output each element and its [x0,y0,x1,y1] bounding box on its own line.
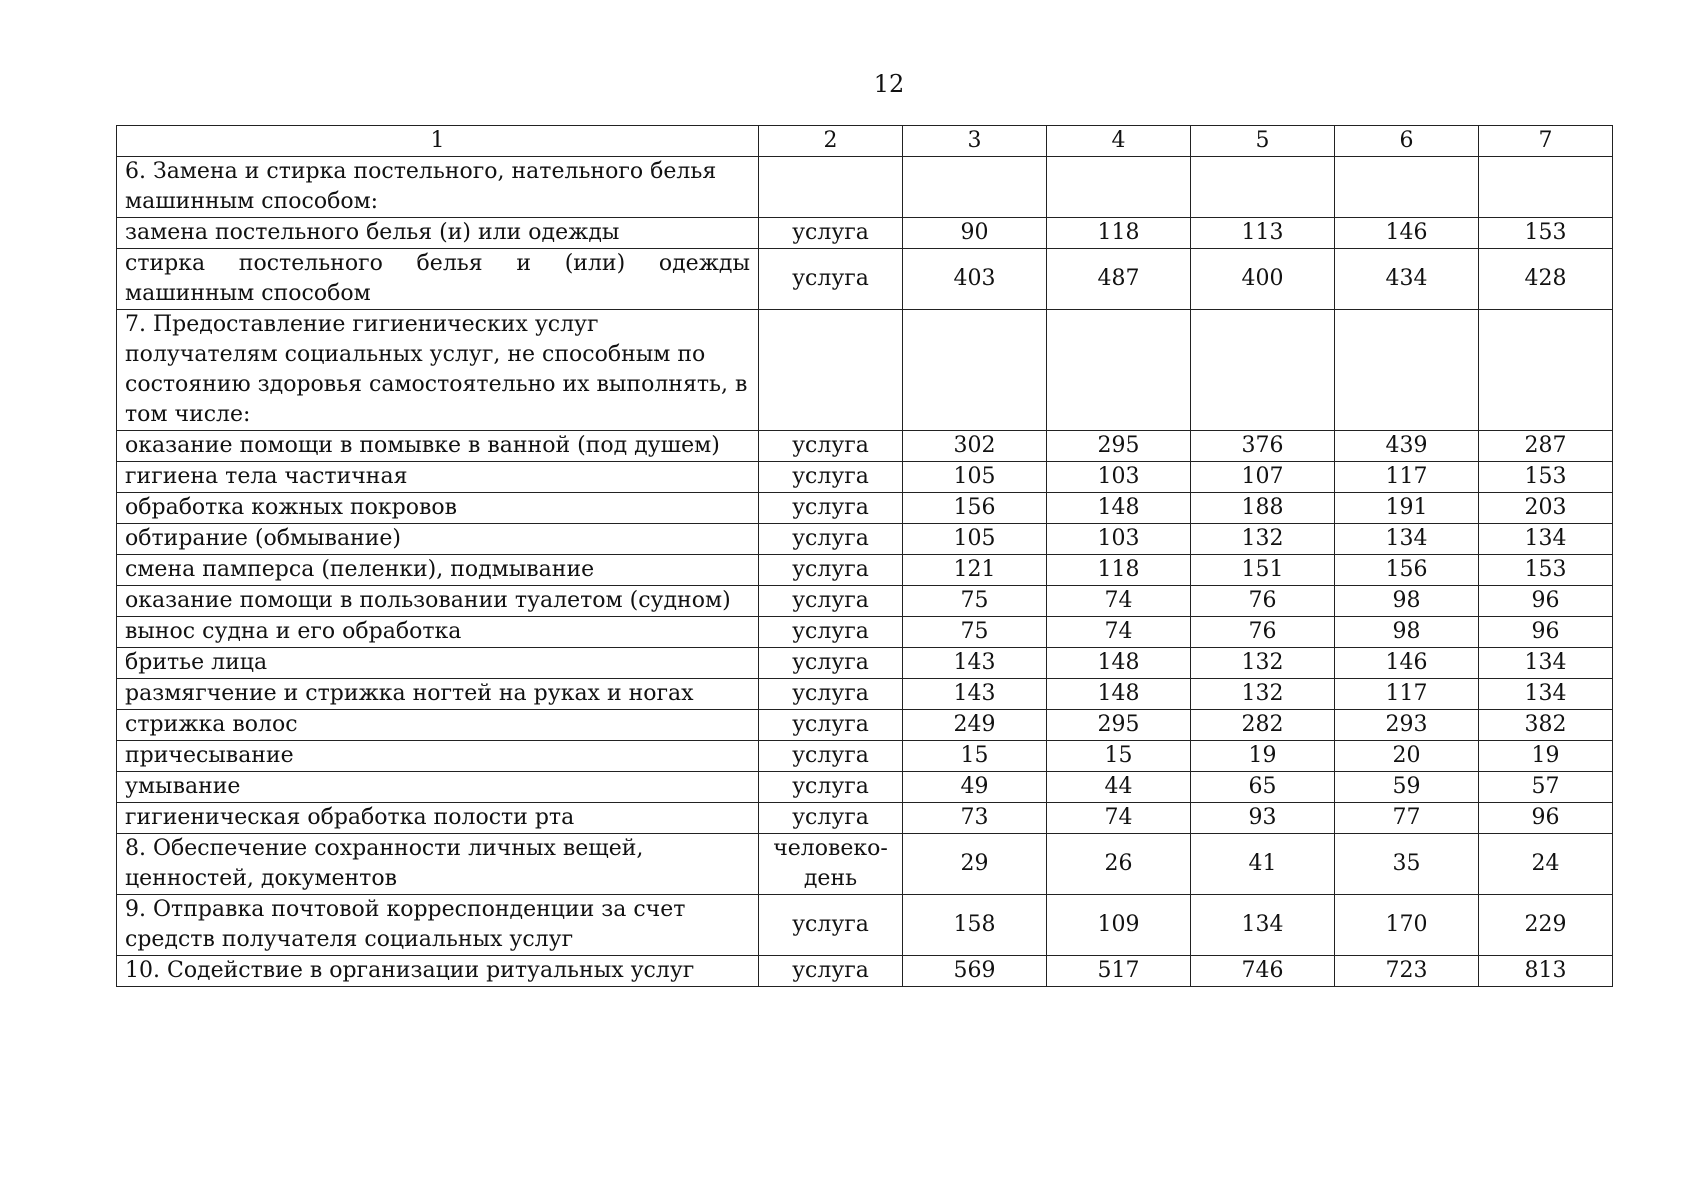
value-cell-col-3: 156 [903,493,1047,524]
value-cell-col-6: 20 [1335,741,1479,772]
service-name-cell: размягчение и стрижка ногтей на руках и ногах [117,679,759,710]
value-cell-col-6: 293 [1335,710,1479,741]
value-cell-col-3: 158 [903,895,1047,956]
value-cell-col-7: 19 [1479,741,1613,772]
service-name-cell: оказание помощи в пользовании туалетом (судном) [117,586,759,617]
value-cell-col-3: 29 [903,834,1047,895]
value-cell-col-7 [1479,310,1613,431]
table-row [117,803,1613,834]
value-cell-col-4: 15 [1047,741,1191,772]
value-cell-col-4 [1047,157,1191,218]
value-cell-col-5: 76 [1191,586,1335,617]
value-cell-col-7: 813 [1479,956,1613,987]
column-number-4: 4 [1047,126,1191,157]
value-cell-col-5: 188 [1191,493,1335,524]
value-cell-col-7: 57 [1479,772,1613,803]
unit-cell: услуга [759,431,903,462]
value-cell-col-4: 103 [1047,524,1191,555]
value-cell-col-5: 132 [1191,524,1335,555]
value-cell-col-4: 103 [1047,462,1191,493]
value-cell-col-4: 118 [1047,555,1191,586]
value-cell-col-5 [1191,157,1335,218]
value-cell-col-6: 117 [1335,679,1479,710]
value-cell-col-3 [903,310,1047,431]
value-cell-col-5 [1191,310,1335,431]
table-row [117,218,1613,249]
unit-cell: услуга [759,895,903,956]
column-number-3: 3 [903,126,1047,157]
service-name-cell: умывание [117,772,759,803]
value-cell-col-5: 134 [1191,895,1335,956]
column-number-2: 2 [759,126,903,157]
value-cell-col-6: 77 [1335,803,1479,834]
table-row [117,772,1613,803]
value-cell-col-7: 134 [1479,648,1613,679]
value-cell-col-3: 73 [903,803,1047,834]
table-body [117,157,1613,987]
unit-cell: услуга [759,617,903,648]
value-cell-col-5: 132 [1191,679,1335,710]
table-row [117,834,1613,895]
service-name-cell: 8. Обеспечение сохранности личных вещей, ценностей, документов [117,834,759,895]
unit-cell: услуга [759,648,903,679]
value-cell-col-4 [1047,310,1191,431]
table-row [117,524,1613,555]
value-cell-col-7: 229 [1479,895,1613,956]
value-cell-col-4: 295 [1047,431,1191,462]
value-cell-col-5: 400 [1191,249,1335,310]
value-cell-col-6: 117 [1335,462,1479,493]
value-cell-col-5: 65 [1191,772,1335,803]
value-cell-col-3: 105 [903,524,1047,555]
value-cell-col-6 [1335,157,1479,218]
value-cell-col-7: 134 [1479,524,1613,555]
table-row [117,648,1613,679]
header-row [117,126,1613,157]
unit-cell: услуга [759,803,903,834]
value-cell-col-3: 49 [903,772,1047,803]
value-cell-col-7: 96 [1479,617,1613,648]
value-cell-col-4: 74 [1047,586,1191,617]
table-row [117,741,1613,772]
value-cell-col-4: 487 [1047,249,1191,310]
service-name-cell: стирка постельного белья и (или) одежды машинным способом [117,249,759,310]
value-cell-col-5: 376 [1191,431,1335,462]
value-cell-col-7: 153 [1479,462,1613,493]
unit-cell: услуга [759,462,903,493]
value-cell-col-5: 113 [1191,218,1335,249]
unit-cell: услуга [759,555,903,586]
value-cell-col-3: 75 [903,617,1047,648]
table-row [117,895,1613,956]
value-cell-col-3: 569 [903,956,1047,987]
value-cell-col-4: 118 [1047,218,1191,249]
table-row [117,157,1613,218]
value-cell-col-7: 428 [1479,249,1613,310]
value-cell-col-7: 24 [1479,834,1613,895]
column-number-1: 1 [117,126,759,157]
service-name-cell: 6. Замена и стирка постельного, нательного белья машинным способом: [117,157,759,218]
service-name-cell: 7. Предоставление гигиенических услуг получателям социальных услуг, не способным по состоянию здоровья самостоятельно их выполнять, в том числе: [117,310,759,431]
value-cell-col-3: 121 [903,555,1047,586]
value-cell-col-6: 191 [1335,493,1479,524]
value-cell-col-7: 382 [1479,710,1613,741]
column-number-5: 5 [1191,126,1335,157]
service-name-cell: оказание помощи в помывке в ванной (под душем) [117,431,759,462]
value-cell-col-7: 134 [1479,679,1613,710]
service-name-cell: причесывание [117,741,759,772]
value-cell-col-3: 143 [903,648,1047,679]
column-number-7: 7 [1479,126,1613,157]
service-name-cell: бритье лица [117,648,759,679]
table-row [117,493,1613,524]
value-cell-col-6: 35 [1335,834,1479,895]
value-cell-col-5: 76 [1191,617,1335,648]
table-row [117,555,1613,586]
value-cell-col-6 [1335,310,1479,431]
value-cell-col-4: 148 [1047,648,1191,679]
service-name-cell: гигиеническая обработка полости рта [117,803,759,834]
value-cell-col-6: 59 [1335,772,1479,803]
unit-cell [759,157,903,218]
value-cell-col-5: 282 [1191,710,1335,741]
value-cell-col-4: 26 [1047,834,1191,895]
table-header [117,126,1613,157]
value-cell-col-5: 93 [1191,803,1335,834]
page-number-text: 12 [873,70,905,98]
unit-cell: услуга [759,586,903,617]
value-cell-col-3: 143 [903,679,1047,710]
value-cell-col-4: 148 [1047,679,1191,710]
value-cell-col-3: 403 [903,249,1047,310]
value-cell-col-6: 134 [1335,524,1479,555]
value-cell-col-3: 302 [903,431,1047,462]
page-number [0,70,1698,98]
value-cell-col-3: 15 [903,741,1047,772]
value-cell-col-6: 146 [1335,648,1479,679]
value-cell-col-3: 75 [903,586,1047,617]
unit-cell [759,310,903,431]
value-cell-col-7 [1479,157,1613,218]
value-cell-col-4: 74 [1047,803,1191,834]
table-row [117,249,1613,310]
value-cell-col-4: 517 [1047,956,1191,987]
unit-cell: услуга [759,772,903,803]
value-cell-col-3: 105 [903,462,1047,493]
service-name-cell: обтирание (обмывание) [117,524,759,555]
value-cell-col-7: 96 [1479,803,1613,834]
value-cell-col-3: 90 [903,218,1047,249]
value-cell-col-4: 295 [1047,710,1191,741]
column-number-6: 6 [1335,126,1479,157]
value-cell-col-3: 249 [903,710,1047,741]
value-cell-col-7: 287 [1479,431,1613,462]
service-name-cell: замена постельного белья (и) или одежды [117,218,759,249]
unit-cell: услуга [759,249,903,310]
value-cell-col-7: 153 [1479,555,1613,586]
value-cell-col-6: 434 [1335,249,1479,310]
value-cell-col-6: 723 [1335,956,1479,987]
value-cell-col-5: 746 [1191,956,1335,987]
value-cell-col-4: 74 [1047,617,1191,648]
value-cell-col-5: 41 [1191,834,1335,895]
value-cell-col-7: 153 [1479,218,1613,249]
table-row [117,462,1613,493]
value-cell-col-6: 98 [1335,586,1479,617]
unit-cell: услуга [759,679,903,710]
value-cell-col-6: 98 [1335,617,1479,648]
table-row [117,710,1613,741]
unit-cell: услуга [759,710,903,741]
service-name-cell: гигиена тела частичная [117,462,759,493]
unit-cell: услуга [759,524,903,555]
table-row [117,431,1613,462]
value-cell-col-5: 107 [1191,462,1335,493]
service-name-cell: обработка кожных покровов [117,493,759,524]
value-cell-col-5: 132 [1191,648,1335,679]
unit-cell: человеко-день [759,834,903,895]
table-row [117,310,1613,431]
value-cell-col-5: 151 [1191,555,1335,586]
value-cell-col-7: 203 [1479,493,1613,524]
service-name-cell: стрижка волос [117,710,759,741]
service-name-cell: 9. Отправка почтовой корреспонденции за счет средств получателя социальных услуг [117,895,759,956]
service-name-cell: вынос судна и его обработка [117,617,759,648]
value-cell-col-6: 156 [1335,555,1479,586]
service-name-cell: 10. Содействие в организации ритуальных услуг [117,956,759,987]
unit-cell: услуга [759,741,903,772]
value-cell-col-3 [903,157,1047,218]
table-row [117,679,1613,710]
unit-cell: услуга [759,218,903,249]
value-cell-col-5: 19 [1191,741,1335,772]
value-cell-col-4: 44 [1047,772,1191,803]
table-row [117,956,1613,987]
table-row [117,586,1613,617]
tariff-table [116,125,1613,987]
unit-cell: услуга [759,493,903,524]
service-name-cell: смена памперса (пеленки), подмывание [117,555,759,586]
value-cell-col-6: 439 [1335,431,1479,462]
value-cell-col-7: 96 [1479,586,1613,617]
value-cell-col-6: 170 [1335,895,1479,956]
value-cell-col-6: 146 [1335,218,1479,249]
value-cell-col-4: 109 [1047,895,1191,956]
value-cell-col-4: 148 [1047,493,1191,524]
unit-cell: услуга [759,956,903,987]
table-row [117,617,1613,648]
